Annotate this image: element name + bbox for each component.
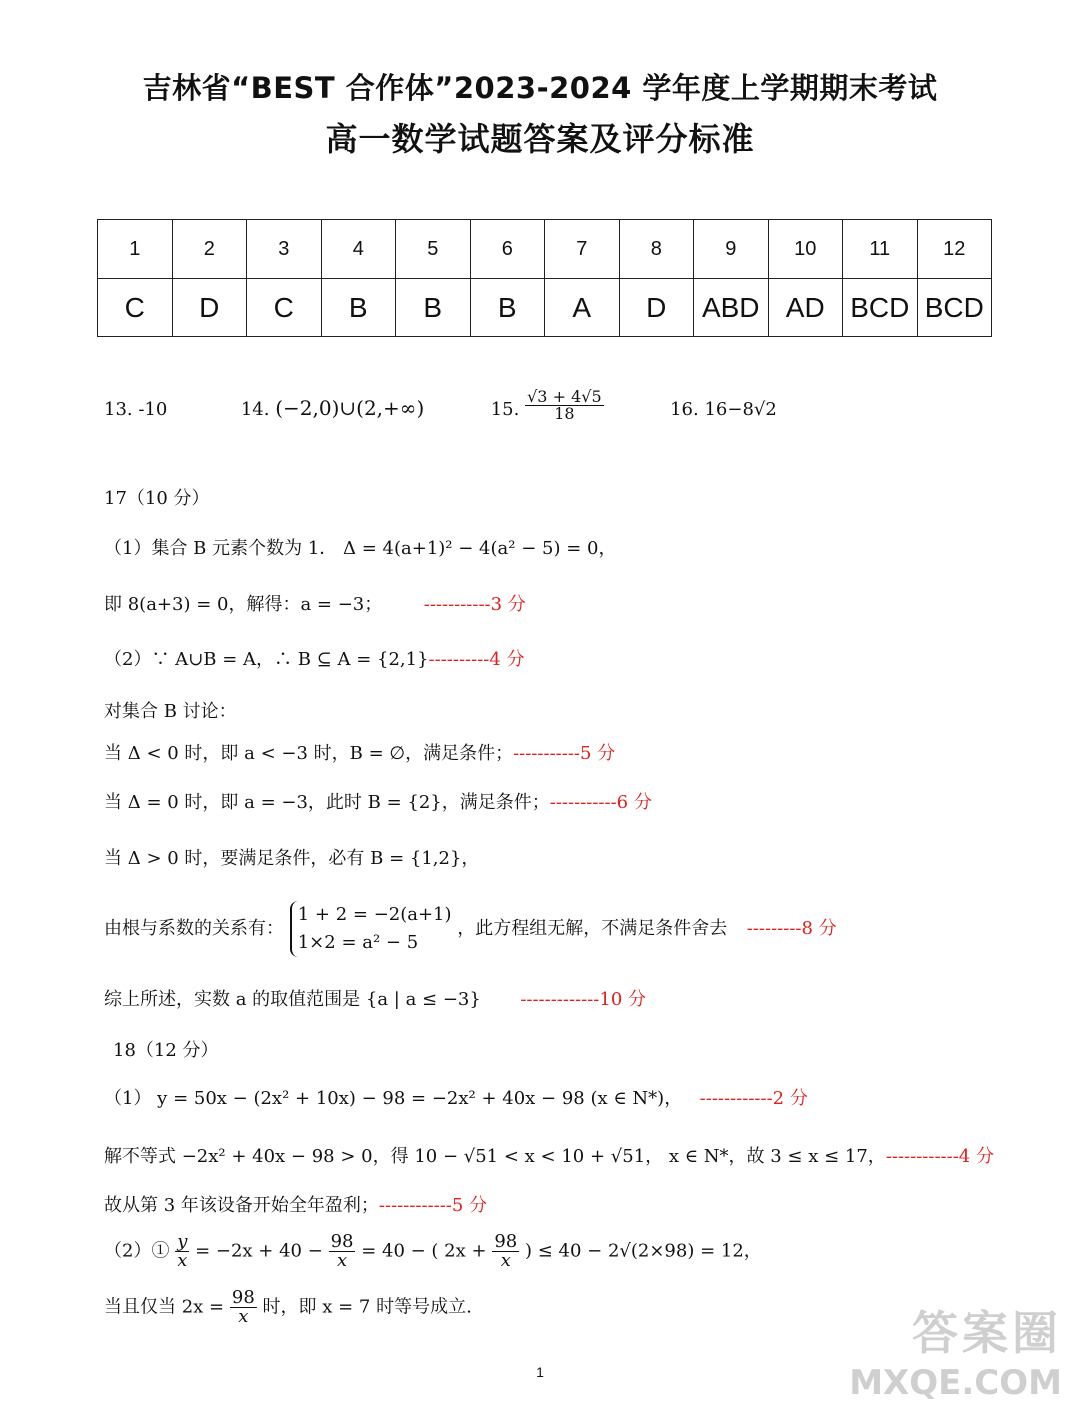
question-number-cell: 1: [98, 220, 173, 279]
q15-numerator: √3 + 4√5: [527, 386, 602, 406]
fraction-98-over-x: [329, 1233, 356, 1270]
answer-cell: C: [247, 279, 322, 337]
q17-line-4: 对集合 B 讨论：: [104, 701, 237, 722]
q18-heading: 18（12 分）: [113, 1040, 219, 1061]
answer-cell: ABD: [694, 279, 769, 337]
q15-denominator: 18: [554, 403, 575, 423]
score-mark: -----------3 分: [423, 594, 526, 615]
numerator: 98: [231, 1287, 255, 1308]
page-number: 1: [536, 1364, 544, 1380]
q14-answer: (−2,0)∪(2,+∞): [275, 396, 425, 420]
q18-line-4-part-d: ) ≤ 40 − 2√(2×98) = 12，: [524, 1240, 762, 1262]
q18-line-5: [104, 1289, 472, 1326]
q13-label: 13.: [104, 399, 133, 420]
q18-line-4-part-b: = −2x + 40 −: [195, 1240, 323, 1262]
question-number-cell: 10: [768, 220, 843, 279]
q18-line-4-part-c: = 40 − ( 2x +: [361, 1240, 487, 1262]
q17-line-8-prefix: 由根与系数的关系有：: [104, 918, 284, 939]
question-number-cell: 5: [396, 220, 471, 279]
q13-answer: -10: [138, 399, 168, 420]
q17-line-6-text: 当 Δ = 0 时，即 a = −3，此时 B = {2}，满足条件；: [104, 792, 550, 813]
question-number-cell: 4: [321, 220, 396, 279]
watermark-top: 答案圈: [912, 1306, 1062, 1360]
q17-line-1: （1）集合 B 元素个数为 1． Δ = 4(a+1)² − 4(a² − 5) = 0，: [104, 538, 617, 559]
question-number-cell: 9: [694, 220, 769, 279]
numerator: 98: [494, 1231, 518, 1252]
document-title: 吉林省“BEST 合作体”2023-2024 学年度上学期期末考试: [142, 71, 938, 105]
q18-line-2-text: 解不等式 −2x² + 40x − 98 > 0，得 10 − √51 < x < 10 + √51， x ∈ N*，故 3 ≤ x ≤ 17，: [104, 1146, 886, 1167]
q17-line-3: [104, 651, 525, 669]
q18-line-1: [104, 1090, 808, 1108]
answer-table: [97, 219, 992, 337]
numerator: 98: [330, 1231, 354, 1252]
q18-line-3-text: 故从第 3 年该设备开始全年盈利；: [104, 1195, 379, 1216]
fraction-98-over-x: [230, 1289, 257, 1326]
fill-in-answers: [104, 386, 777, 423]
equation-1: 1 + 2 = −2(a+1): [297, 904, 452, 925]
q17-line-5-text: 当 Δ < 0 时，即 a < −3 时，B = ∅，满足条件；: [104, 743, 514, 764]
q18-line-5-prefix: 当且仅当 2x =: [104, 1296, 225, 1318]
q17-line-8: [104, 901, 837, 957]
question-number-cell: 11: [843, 220, 918, 279]
q18-line-1-text: （1） y = 50x − (2x² + 10x) − 98 = −2x² + 40x − 98 (x ∈ N*)，: [104, 1088, 683, 1109]
q17-line-9: [104, 991, 646, 1009]
answer-table-answer-row: [98, 279, 992, 337]
equation-system: [290, 901, 452, 957]
score-mark: ------------2 分: [699, 1088, 808, 1109]
q16-label: 16.: [670, 399, 699, 420]
score-mark: ------------5 分: [378, 1195, 488, 1216]
q17-line-5: [104, 745, 615, 763]
answer-cell: AD: [768, 279, 843, 337]
answer-table-number-row: [98, 220, 992, 279]
q18-line-5-suffix: 时，即 x = 7 时等号成立.: [262, 1296, 472, 1318]
answer-cell: C: [98, 279, 173, 337]
q16-answer: 16−8√2: [704, 399, 777, 420]
question-number-cell: 7: [545, 220, 620, 279]
score-mark: ---------8 分: [746, 918, 837, 939]
answer-cell: D: [172, 279, 247, 337]
answer-cell: D: [619, 279, 694, 337]
question-number-cell: 12: [917, 220, 992, 279]
q18-line-4-prefix: （2）①: [104, 1240, 170, 1262]
watermark-logo: [849, 1297, 1062, 1403]
q18-line-2: [104, 1148, 994, 1166]
q18-line-4: [104, 1233, 762, 1270]
q18-line-3: [104, 1197, 487, 1215]
question-number-cell: 8: [619, 220, 694, 279]
q17-line-8-suffix: ，此方程组无解，不满足条件舍去: [457, 918, 728, 939]
denominator: x: [336, 1250, 348, 1271]
q17-line-3-text: （2）∵ A∪B = A，∴ B ⊆ A = {2,1}: [104, 649, 429, 670]
q15-answer: [525, 386, 604, 423]
score-mark: -------------10 分: [520, 989, 647, 1010]
equation-2: 1×2 = a² − 5: [297, 932, 419, 953]
answer-cell: B: [396, 279, 471, 337]
q17-line-2: [104, 596, 526, 614]
watermark-bottom: MXQE.COM: [849, 1363, 1062, 1403]
q17-line-9-text: 综上所述，实数 a 的取值范围是 {a | a ≤ −3}: [104, 989, 481, 1010]
score-mark: -----------6 分: [549, 792, 652, 813]
q15-label: 15.: [490, 399, 520, 420]
document-subtitle: 高一数学试题答案及评分标准: [325, 120, 755, 158]
q17-heading: 17（10 分）: [104, 488, 210, 509]
answer-cell: B: [470, 279, 545, 337]
score-mark: -----------5 分: [513, 743, 616, 764]
fraction-y-over-x: [175, 1233, 189, 1270]
denominator: x: [500, 1250, 511, 1271]
denominator: x: [177, 1250, 188, 1271]
score-mark: ----------4 分: [428, 649, 525, 670]
q17-line-6: [104, 794, 652, 812]
score-mark: ------------4 分: [885, 1146, 994, 1167]
q17-line-2-text: 即 8(a+3) = 0，解得：a = −3；: [104, 594, 383, 615]
question-number-cell: 6: [470, 220, 545, 279]
fraction-98-over-x: [492, 1233, 519, 1270]
answer-cell: A: [545, 279, 620, 337]
answer-cell: BCD: [917, 279, 992, 337]
q14-label: 14.: [240, 399, 270, 420]
q17-line-7: 当 Δ > 0 时，要满足条件，必有 B = {1,2}，: [104, 848, 480, 869]
numerator: y: [177, 1231, 188, 1252]
denominator: x: [238, 1306, 249, 1327]
question-number-cell: 3: [247, 220, 322, 279]
question-number-cell: 2: [172, 220, 247, 279]
answer-cell: BCD: [843, 279, 918, 337]
answer-cell: B: [321, 279, 396, 337]
